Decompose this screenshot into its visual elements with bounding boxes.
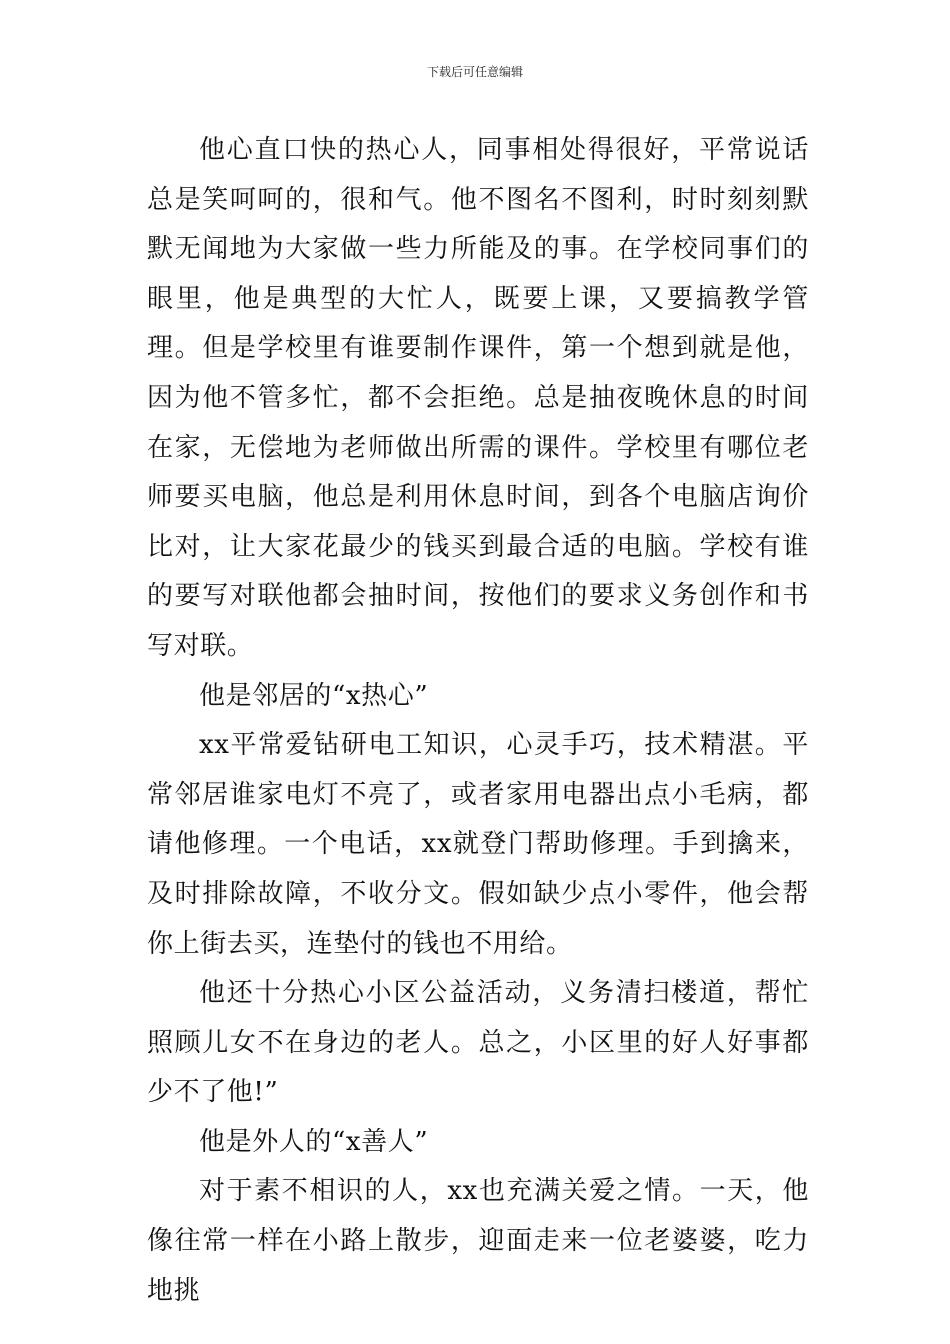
paragraph-community: 他还十分热心小区公益活动，义务清扫楼道，帮忙照顾儿女不在身边的老人。总之，小区里的好人好事都少不了他!” — [147, 978, 809, 1108]
page-header: 下载后可任意编辑 — [426, 65, 523, 79]
heading-stranger: 他是外人的“x善人” — [199, 1126, 429, 1157]
heading-neighbor: 他是邻居的“x热心” — [199, 680, 429, 711]
paragraph-neighbor: xx平常爱钻研电工知识，心灵手巧，技术精湛。平常邻居谁家电灯不亮了，或者家用电器出点小毛病，都请他修理。一个电话，xx就登门帮助修理。手到擒来，及时排除故障，不收分文。假如缺少点小零件，他会帮你上街去买，连垫付的钱也不用给。 — [147, 730, 809, 959]
document-body — [147, 126, 809, 1316]
paragraph-stranger: 对于素不相识的人，xx也充满关爱之情。一天，他像往常一样在小路上散步，迎面走来一位老婆婆，吃力地挑 — [147, 1176, 809, 1306]
paragraph-colleague: 他心直口快的热心人，同事相处得很好，平常说话总是笑呵呵的，很和气。他不图名不图利，时时刻刻默默无闻地为大家做一些力所能及的事。在学校同事们的眼里，他是典型的大忙人，既要上课，又要搞教学管理。但是学校里有谁要制作课件，第一个想到就是他，因为他不管多忙，都不会拒绝。总是抽夜晚休息的时间在家，无偿地为老师做出所需的课件。学校里有哪位老师要买电脑，他总是利用休息时间，到各个电脑店询价比对，让大家花最少的钱买到最合适的电脑。学校有谁的要写对联他都会抽时间，按他们的要求义务创作和书写对联。 — [147, 135, 809, 661]
